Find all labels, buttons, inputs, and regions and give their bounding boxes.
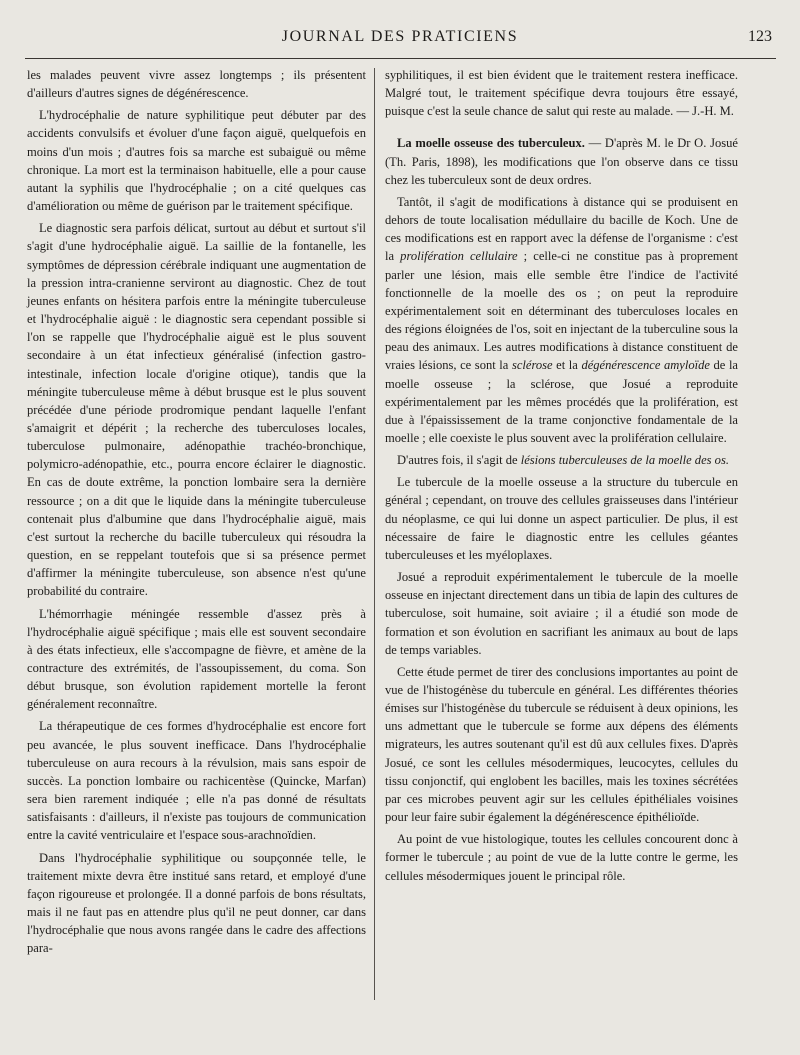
page-number: 123 (748, 28, 772, 45)
column-divider (374, 68, 375, 1000)
paragraph-text: Tantôt, il s'agit de modifications à distance qui se produisent en dehors de toute localisation médullaire du bacille de Koch. Une de ces modifications est en rapport avec la défense de l'organisme : c'est la (385, 194, 738, 264)
section-heading: La moelle osseuse des tuberculeux. (397, 136, 585, 151)
paragraph: les malades peuvent vivre assez longtemps ; ils présentent d'ailleurs d'autres signes de dégénérescence. (27, 68, 366, 101)
paragraph: Dans l'hydrocéphalie syphilitique ou soupçonnée telle, le traitement mixte devra être institué sans retard, et employé d'une façon rigoureuse et prolongée. Il a donné parfois de bons résultats, mais il ne faut pas en attendre plus qu'il ne peut donner, car dans l'hydrocéphalie que nous avons rangée dans le cadre des affections para- (27, 850, 366, 956)
paragraph-text: D'autres fois, il s'agit de (397, 453, 521, 468)
paragraph-text: et la (552, 358, 582, 373)
paragraph (385, 134, 738, 188)
journal-title: JOURNAL DES PRATICIENS (281, 28, 519, 45)
header-rule (25, 58, 776, 59)
author-signature: — J.-H. M. (676, 104, 734, 119)
paragraph-text: — D'après M. le Dr O. Josué (Th. Paris, 1898), les modifications que l'on observe dans ce tissu chez les tuberculeux sont de deux ordres. (385, 136, 738, 187)
left-column (27, 66, 366, 962)
right-column (385, 66, 738, 889)
emphasis: dégénérescence amyloïde (581, 358, 710, 373)
paragraph: L'hémorrhagie méningée ressemble d'assez près à l'hydrocéphalie aiguë spécifique ; mais elle est souvent secondaire à des états infectieux, elle s'accompagne de fièvre, et amène de la contracture des extrémités, de l'assoupissement, du coma. Son début brusque, son évolution rapidement mortelle la feront généralement reconnaître. (27, 606, 366, 712)
paragraph: La thérapeutique de ces formes d'hydrocéphalie est encore fort peu avancée, le plus souvent inefficace. Dans l'hydrocéphalie tuberculeuse on aura recours à la révulsion, mais sans espoir de succès. La ponction lombaire ou rachicentèse (Quincke, Marfan) sera bien rarement indiquée ; elle n'a pas donné de résultats satisfaisants : d'ailleurs, il n'existe pas toujours de communication entre la cavité ventriculaire et l'espace sous-arachnoïdien. (27, 719, 366, 843)
paragraph: Cette étude permet de tirer des conclusions importantes au point de vue de l'histogénèse du tubercule en général. Les différentes théories émises sur l'histogénèse du tubercule se réduisent à deux opinions, les uns admettant que le tubercule se forme aux dépens des éléments migrateurs, les autres soutenant qu'il est dû aux cellules fixes. D'après Josué, ce sont les cellules mésodermiques, leucocytes, cellules du tissu conjonctif, qui englobent les bacilles, mais les toxines sécrétées par ces microbes peuvent agir sur les cellules épithéliales voisines pour leur faire subir également la dégénérescence épithélioïde. (385, 664, 738, 825)
paragraph: Au point de vue histologique, toutes les cellules concourent donc à former le tubercule ; au point de vue de la lutte contre le germe, les cellules mésodermiques jouent le principal rôle. (385, 832, 738, 883)
paragraph: Josué a reproduit expérimentalement le tubercule de la moelle osseuse en injectant directement dans un tibia de lapin des cultures de tuberculose, soit humaine, soit aviaire ; il a étudié son mode de formation et son évolution en sacrifiant les animaux au bout de laps de temps variables. (385, 570, 738, 657)
emphasis: prolifération cellulaire (400, 249, 518, 264)
paragraph (385, 66, 738, 120)
emphasis: lésions tuberculeuses de la moelle des os. (520, 453, 729, 468)
paragraph-text: syphilitiques, il est bien évident que le traitement restera inefficace. Malgré tout, le traitement spécifique devra toujours être essayé, puisque c'est la seule chance de salut qui reste au malade. (385, 68, 738, 119)
paragraph-text: de la moelle osseuse ; la sclérose, que Josué a reproduite expérimentalement par les mêmes procédés que la prolifération, est due à l'épaississement de la trame conjonctive fondamentale de la moelle ; elle coexiste le plus souvent avec la prolifération cellulaire. (385, 358, 738, 445)
running-head (0, 28, 800, 54)
paragraph: Le tubercule de la moelle osseuse a la structure du tubercule en général ; cependant, on trouve des cellules graisseuses dans l'intérieur du néoplasme, ce qui lui donne un aspect particulier. De plus, il est nécessaire de faire le diagnostic entre les cellules géantes tuberculeuses et les myéloplaxes. (385, 475, 738, 562)
paragraph: L'hydrocéphalie de nature syphilitique peut débuter par des accidents convulsifs et évoluer d'une façon aiguë, quelquefois en moins d'un mois ; d'autres fois sa marche est subaiguë ou même chronique. La mort est la terminaison habituelle, elle a pour cause autant la syphilis que l'hydrocéphalie ; on a cité quelques cas d'amélioration ou même de guérison par le traitement spécifique. (27, 108, 366, 214)
paragraph: Le diagnostic sera parfois délicat, surtout au début et surtout s'il s'agit d'une hydrocéphalie aiguë. La saillie de la fontanelle, les symptômes de dépression cérébrale indiquant une augmentation de la pression intra-cranienne serviront au diagnostic. Chez de tout jeunes enfants on hésitera parfois entre la méningite tuberculeuse et l'hydrocéphalie aiguë : le diagnostic sera cependant possible si l'on se rappelle que l'hydrocéphalie aiguë est le plus souvent secondaire à un état infectieux généralisé (infection gastro-intestinale, infection locale d'origine otique), tandis que la méningite tuberculeuse même à début brusque est le plus souvent précédée d'une période prodromique pendant laquelle l'enfant s'amaigrit et dépérit ; la recherche des tuberculoses locales, tuberculose pulmonaire, adénopathie trachéo-bronchique, polymicro-adénopathie, etc., pourra encore éclairer le diagnostic. En cas de doute extrême, la ponction lombaire sera la dernière ressource ; on a dit que le liquide dans la méningite tuberculeuse contenait plus d'albumine que dans l'hydrocéphalie aiguë, mais c'est surtout la recherche du bacille tuberculeux qui résoudra la question, en se reppelant toutefois que si sa présence permet d'affirmer la méningite tuberculeuse, son absence n'est qu'une probabilité du contraire. (27, 221, 366, 599)
paragraph (385, 451, 738, 469)
paragraph-text: ; celle-ci ne constitue pas à proprement parler une lésion, mais elle semble être l'indice de l'activité fonctionnelle de la moelle des os ; on peut la reproduire expérimentalement soit en déterminant des tuberculoses locales en des régions éloignées de l'os, soit en injectant de la tuberculine sous la peau des animaux. Les autres modifications à distance constituent de vraies lésions, ce sont la (385, 249, 738, 373)
paragraph (385, 193, 738, 447)
emphasis: sclérose (511, 358, 553, 373)
